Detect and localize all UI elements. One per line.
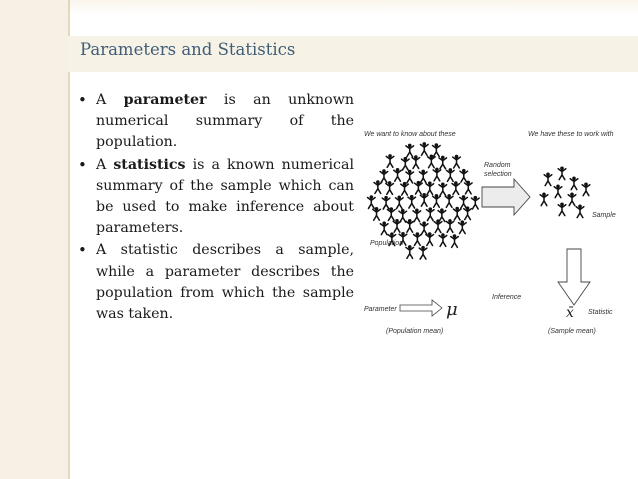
bullet-item-parameter xyxy=(76,90,354,154)
person-figure-icon xyxy=(380,169,388,182)
person-figure-icon xyxy=(433,168,441,181)
person-figure-icon xyxy=(451,234,459,247)
person-figure-icon xyxy=(570,176,578,189)
person-figure-icon xyxy=(433,143,441,156)
person-figure-icon xyxy=(408,195,416,208)
person-figure-icon xyxy=(406,144,414,157)
person-figure-icon xyxy=(439,156,447,169)
person-figure-icon xyxy=(540,192,548,205)
person-figure-icon xyxy=(447,168,455,181)
person-figure-icon xyxy=(464,181,472,194)
bullet-item-statistics xyxy=(76,155,354,240)
person-figure-icon xyxy=(386,154,394,167)
bullet-rest: is a known numerical summary of the sample which can be used to make inference about parameters. xyxy=(96,156,354,237)
bullet-lead: A xyxy=(96,156,114,173)
person-figure-icon xyxy=(582,182,590,195)
person-figure-icon xyxy=(439,233,447,246)
person-figure-icon xyxy=(433,194,441,207)
figure-header-right: We have these to work with xyxy=(528,131,614,138)
figure-header-left: We want to know about these xyxy=(364,131,456,138)
person-figure-icon xyxy=(406,219,414,232)
sample-mean-label: (Sample mean) xyxy=(548,328,596,335)
sample-group-icon xyxy=(540,166,590,217)
person-figure-icon xyxy=(395,196,403,209)
person-figure-icon xyxy=(382,196,390,209)
person-figure-icon xyxy=(445,194,453,207)
population-sample-figure xyxy=(362,127,626,349)
person-figure-icon xyxy=(438,208,446,221)
mu-symbol: μ xyxy=(446,299,458,320)
person-figure-icon xyxy=(558,202,566,215)
statistic-label: Statistic xyxy=(588,309,613,316)
bullet-lead: A xyxy=(96,92,124,108)
bullet-lead: A statistic describes a sample, while a parameter describes the population from which the sample was taken. xyxy=(96,242,354,323)
person-figure-icon xyxy=(453,155,461,168)
person-figure-icon xyxy=(412,155,420,168)
person-figure-icon xyxy=(576,204,584,217)
person-figure-icon xyxy=(460,195,468,208)
person-figure-icon xyxy=(380,221,388,234)
person-figure-icon xyxy=(459,220,467,233)
person-figure-icon xyxy=(414,232,422,245)
random-selection-arrow-icon xyxy=(482,179,530,215)
person-figure-icon xyxy=(406,245,414,258)
person-figure-icon xyxy=(402,157,410,170)
population-label: Population xyxy=(370,240,404,247)
parameter-arrow-icon xyxy=(400,300,442,316)
person-figure-icon xyxy=(453,207,461,220)
person-figure-icon xyxy=(439,182,447,195)
person-figure-icon xyxy=(472,196,480,209)
bullet-bold-term: parameter xyxy=(123,92,207,108)
person-figure-icon xyxy=(464,206,472,219)
person-figure-icon xyxy=(568,192,576,205)
person-figure-icon xyxy=(554,184,562,197)
person-figure-icon xyxy=(401,182,409,195)
person-figure-icon xyxy=(420,142,428,155)
person-figure-icon xyxy=(419,170,427,183)
person-figure-icon xyxy=(558,166,566,179)
inference-arrow-icon xyxy=(558,249,590,305)
person-figure-icon xyxy=(394,168,402,181)
population-mean-label: (Population mean) xyxy=(386,328,444,335)
person-figure-icon xyxy=(413,209,421,222)
person-figure-icon xyxy=(452,181,460,194)
person-figure-icon xyxy=(426,181,434,194)
bullet-bold-term: statistics xyxy=(113,156,186,173)
slide-title: Parameters and Statistics xyxy=(80,40,296,59)
person-figure-icon xyxy=(368,195,376,208)
person-figure-icon xyxy=(399,209,407,222)
person-figure-icon xyxy=(420,221,428,234)
left-decor-band xyxy=(0,0,70,479)
bullet-item-describes xyxy=(76,240,354,325)
xbar-symbol: x̄ xyxy=(566,305,574,321)
person-figure-icon xyxy=(406,170,414,183)
random-selection-label-1: Random xyxy=(484,162,511,169)
person-figure-icon xyxy=(419,246,427,259)
bullet-rest: is an unknown numerical summary of the population. xyxy=(96,92,354,151)
top-decor-band xyxy=(0,0,638,16)
person-figure-icon xyxy=(460,169,468,182)
bullet-list xyxy=(76,90,354,326)
person-figure-icon xyxy=(544,172,552,185)
inference-label: Inference xyxy=(492,294,522,301)
person-figure-icon xyxy=(434,219,442,232)
person-figure-icon xyxy=(426,207,434,220)
parameter-label: Parameter xyxy=(364,306,397,313)
random-selection-label-2: selection xyxy=(484,171,512,178)
person-figure-icon xyxy=(446,219,454,232)
sample-label: Sample xyxy=(592,212,616,219)
